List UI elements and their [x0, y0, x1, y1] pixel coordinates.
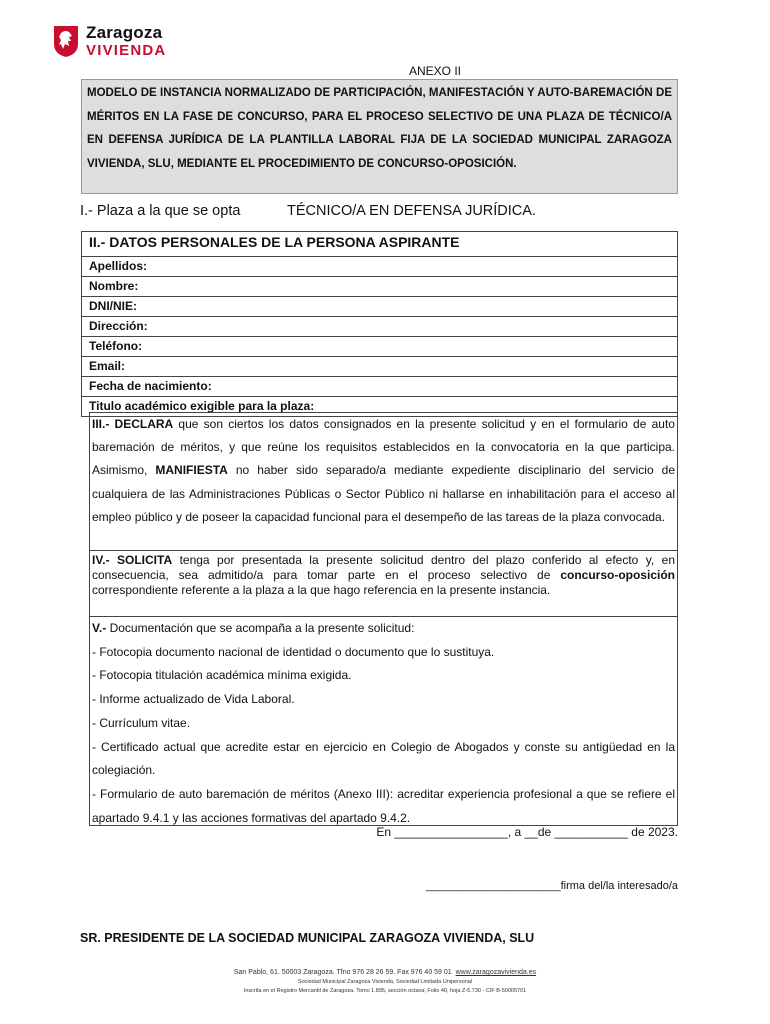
field-telefono[interactable]: Teléfono:	[82, 337, 677, 357]
plaza-line	[80, 203, 536, 219]
lion-crest-icon	[52, 24, 80, 58]
personal-data-heading: II.- DATOS PERSONALES DE LA PERSONA ASPIRANTE	[82, 232, 677, 257]
addressee: SR. PRESIDENTE DE LA SOCIEDAD MUNICIPAL ZARAGOZA VIVIENDA, SLU	[80, 931, 535, 945]
footer-company: Sociedad Municipal Zaragoza Vivienda, Sociedad Limitada Unipersonal	[297, 979, 473, 985]
doc-item-formulario-baremacion: - Formulario de auto baremación de méritos (Anexo III): acreditar experiencia profesional a que se refiere el apartado 9.4.1 y las acciones formativas del apartado 9.4.2.	[92, 786, 675, 825]
footer-url-link[interactable]: www.zaragozavivienda.es	[455, 969, 537, 976]
annex-label: ANEXO II	[408, 64, 461, 78]
date-place-line[interactable]: En _________________, a __de ___________ de 2023.	[376, 825, 678, 839]
personal-data-table	[81, 231, 678, 417]
section-declara	[89, 412, 678, 550]
footer	[0, 968, 770, 996]
doc-item-certificado-colegio: - Certificado actual que acredite estar en ejercicio en Colegio de Abogados y conste su antigüedad en la colegiación.	[92, 739, 675, 778]
doc-item-vida-laboral: - Informe actualizado de Vida Laboral.	[92, 692, 295, 707]
solicita-keyword: IV.- SOLICITA	[92, 553, 173, 567]
declara-text-1: que son ciertos los datos consignados en la presente solicitud y en el formulario de auto baremación de méritos, y que reúne los requisitos establecidos en la convocatoria en la que participa. Asimismo,	[92, 417, 675, 478]
field-direccion[interactable]: Dirección:	[82, 317, 677, 337]
field-dni-nie[interactable]: DNI/NIE:	[82, 297, 677, 317]
plaza-value: TÉCNICO/A EN DEFENSA JURÍDICA.	[287, 203, 536, 219]
field-titulo-academico[interactable]: Titulo académico exigible para la plaza:	[89, 399, 315, 413]
section-solicita	[89, 550, 678, 616]
footer-registry: Inscrita en el Registro Mercantil de Zaragoza. Tomo 1.895, sección octava, Folio 40, hoja Z-5.730 - CIF B-50005701	[243, 988, 527, 994]
documentacion-intro-text: Documentación que se acompaña a la presente solicitud:	[106, 621, 415, 635]
doc-item-curriculum: - Currículum vitae.	[92, 715, 191, 730]
doc-item-titulacion: - Fotocopia titulación académica mínima exigida.	[92, 668, 352, 683]
logo-line-2: VIVIENDA	[86, 42, 167, 59]
manifiesta-keyword: MANIFIESTA	[155, 463, 228, 478]
zaragoza-vivienda-logo	[52, 24, 166, 58]
concurso-oposicion-keyword: concurso-oposición	[560, 568, 675, 582]
footer-address: San Pablo, 61. 50003 Zaragoza. Tfno 976 28 26 59. Fax 976 40 59 01	[233, 969, 452, 976]
documentacion-keyword: V.-	[92, 621, 107, 635]
section-documentacion	[89, 616, 678, 826]
plaza-label: I.- Plaza a la que se opta	[80, 203, 241, 219]
solicita-text-1: tenga por presentada la presente solicitud dentro del plazo conferido al efecto y, en consecuencia, sea admitido/a para tomar parte en el proceso selectivo de	[92, 553, 675, 582]
solicita-text-2: correspondiente referente a la plaza a la que hago referencia en la presente instancia.	[92, 583, 551, 597]
logo-line-1: Zaragoza	[86, 23, 163, 42]
field-nombre[interactable]: Nombre:	[82, 277, 677, 297]
declara-keyword: III.- DECLARA	[92, 417, 174, 431]
signature-line[interactable]: ______________________	[426, 880, 561, 892]
field-apellidos[interactable]: Apellidos:	[82, 257, 677, 277]
footer-address-line	[0, 968, 770, 978]
documentacion-intro	[92, 617, 675, 641]
field-email[interactable]: Email:	[82, 357, 677, 377]
signature-label: firma del/la interesado/a	[560, 880, 678, 892]
signature-block	[0, 880, 678, 892]
doc-item-dni: - Fotocopia documento nacional de identidad o documento que lo sustituya.	[92, 644, 495, 659]
field-fecha-nacimiento[interactable]: Fecha de nacimiento:	[82, 377, 677, 397]
declara-text-2: no haber sido separado/a mediante expediente disciplinario del servicio de cualquiera de las Administraciones Públicas o Sector Público ni hallarse en inhabilitación para el acceso al empleo público y de poseer la capacidad funcional para el desempeño de las tareas de la plaza convocada.	[92, 463, 675, 524]
document-title: MODELO DE INSTANCIA NORMALIZADO DE PARTICIPACIÓN, MANIFESTACIÓN Y AUTO-BAREMACIÓN DE MÉRITOS EN LA FASE DE CONCURSO, PARA EL PROCESO SELECTIVO DE UNA PLAZA DE TÉCNICO/A EN DEFENSA JURÍDICA DE LA PLANTILLA LABORAL FIJA DE LA SOCIEDAD MUNICIPAL ZARAGOZA VIVIENDA, SLU, MEDIANTE EL PROCEDIMIENTO DE CONCURSO-OPOSICIÓN.	[81, 79, 678, 194]
